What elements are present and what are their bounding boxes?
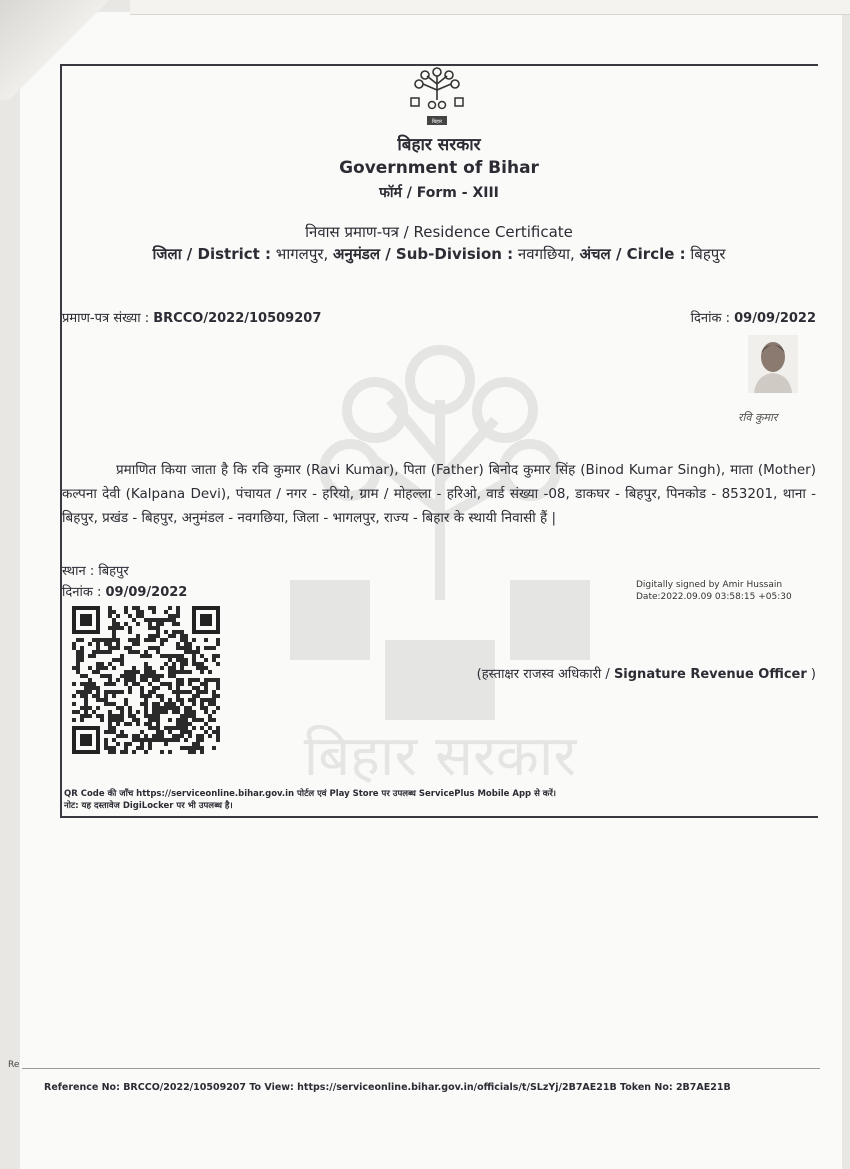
- underlying-sheet-edge: [130, 0, 850, 15]
- issue-date: [691, 308, 816, 326]
- certificate-number-label: प्रमाण-पत्र संख्या :: [62, 311, 154, 326]
- subdivision-value: नवगछिया,: [513, 245, 580, 263]
- district-line: [62, 244, 816, 264]
- certificate-body: प्रमाणित किया जाता है कि रवि कुमार (Ravi Kumar), पिता (Father) बिनोद कुमार सिंह (Binod Kumar Singh), माता (Mother) कल्पना देवी (Kalpana Devi), पंचायत / नगर - हरियो, ग्राम / मोहल्ला - हरिओ, वार्ड संख्या -08, डाकघर - बिहपुर, पिनकोड - 853201, थाना - बिहपुर, प्रखंड - बिहपुर, अनुमंडल - नवगछिया, जिला - भागलपुर, राज्य - बिहार के स्थायी निवासी हैं |: [62, 462, 816, 526]
- applicant-signature: रवि कुमार: [738, 411, 778, 424]
- circle-value: बिहपुर: [685, 245, 726, 263]
- hindi-government-title: बिहार सरकार: [397, 135, 481, 155]
- bihar-emblem-watermark: [280, 340, 600, 790]
- svg-text:बिहार: बिहार: [431, 119, 443, 125]
- certificate-number-value: BRCCO/2022/10509207: [153, 311, 322, 326]
- svg-text:बिहार सरकार: बिहार सरकार: [303, 724, 577, 789]
- place-label: स्थान :: [62, 564, 99, 579]
- signature-label-english: Signature Revenue Officer: [613, 667, 807, 682]
- reference-footer: Reference No: BRCCO/2022/10509207 To View: https://serviceonline.bihar.gov.in/officials/t/SLzYj/2B7AE21B Token No: 2B7AE21B: [44, 1082, 731, 1093]
- signature-label-close: ): [806, 667, 816, 682]
- digital-signature: [636, 579, 792, 603]
- signing-date-label: दिनांक :: [62, 585, 106, 600]
- signature-revenue-officer: [477, 664, 816, 682]
- bihar-emblem-logo: [405, 64, 469, 128]
- qr-code[interactable]: [70, 606, 222, 754]
- certificate-title: निवास प्रमाण-पत्र / Residence Certificate: [305, 223, 573, 241]
- subdivision-label: अनुमंडल / Sub-Division :: [333, 245, 514, 263]
- form-number: फॉर्म / Form - XIII: [379, 185, 499, 201]
- place: [62, 561, 129, 579]
- cut-off-text: Re: [8, 1060, 20, 1070]
- english-government-title: Government of Bihar: [339, 158, 539, 178]
- district-label: जिला / District :: [152, 245, 272, 263]
- certificate-number: [62, 308, 321, 326]
- issue-date-label: दिनांक :: [690, 311, 735, 326]
- digital-signature-date: Date:2022.09.09 03:58:15 +05:30: [636, 592, 792, 602]
- signing-date-value: 09/09/2022: [105, 585, 188, 600]
- footer-divider: [22, 1068, 820, 1069]
- applicant-photo: [748, 335, 798, 393]
- signature-label-hindi: (हस्ताक्षर राजस्व अधिकारी /: [476, 667, 614, 682]
- place-value: बिहपुर: [98, 564, 129, 579]
- digilocker-note: नोट: यह दस्तावेज DigiLocker पर भी उपलब्ध है।: [64, 801, 233, 811]
- digital-signature-name: Digitally signed by Amir Hussain: [636, 580, 783, 590]
- signing-date: [62, 582, 187, 600]
- circle-label: अंचल / Circle :: [579, 245, 686, 263]
- issue-date-value: 09/09/2022: [734, 311, 816, 326]
- district-value: भागलपुर,: [271, 245, 334, 263]
- qr-verification-note: QR Code की जाँच https://serviceonline.bihar.gov.in पोर्टल एवं Play Store पर उपलब्ध ServicePlus Mobile App से करें।: [64, 789, 557, 799]
